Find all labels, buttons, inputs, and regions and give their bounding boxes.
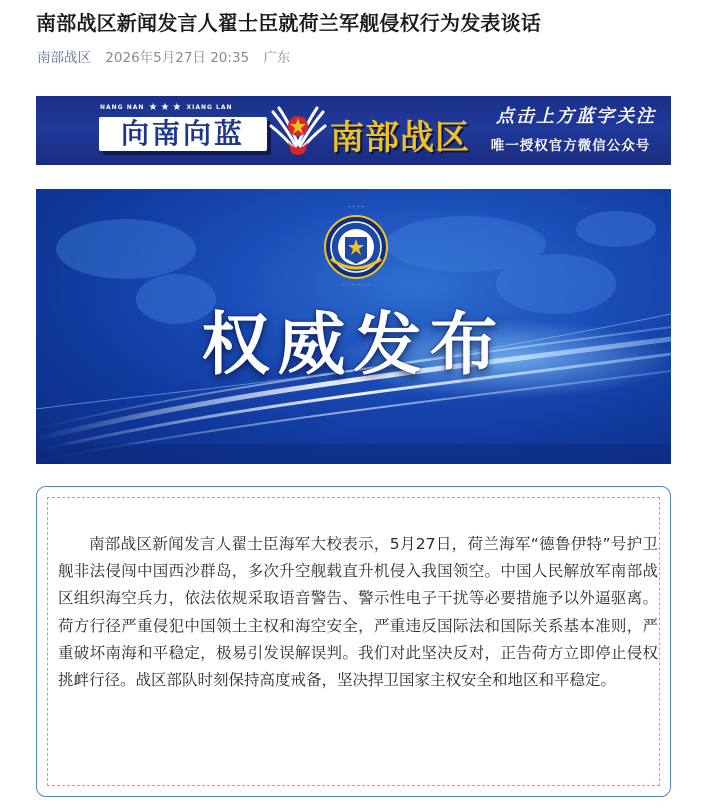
- southern-theater-command-emblem-icon: [321, 201, 391, 287]
- banner-pinyin-left: NANG NAN: [100, 104, 145, 111]
- publish-location: 广东: [263, 50, 291, 66]
- hero-image: [36, 189, 671, 464]
- svg-text:· · · ·: · · · ·: [348, 203, 364, 211]
- star-icon: ★: [148, 102, 159, 113]
- star-icon: ★: [160, 102, 171, 113]
- hero-headline: 权威发布: [201, 305, 506, 385]
- svg-text:· · · · · · · · ·: · · · · · · · · ·: [342, 282, 370, 287]
- banner-slogan: 向南向蓝: [120, 117, 245, 150]
- article-paragraph: 南部战区新闻发言人翟士臣海军大校表示，5月27日，荷兰海军“德鲁伊特”号护卫舰非法侵闯中国西沙群岛，多次升空舰载直升机侵入我国领空。中国人民解放军南部战区组织海空兵力，依法依规采取语音警告、警示性电子干扰等必要措施予以外逼驱离。荷方行径严重侵犯中国领土主权和海空安全，严重违反国际法和国际关系基本准则，严重破坏南海和平稳定，极易引发误解误判。我们对此坚决反对，正告荷方立即停止侵权挑衅行径。战区部队时刻保持高度戒备，坚决捍卫国家主权安全和地区和平稳定。: [58, 535, 658, 690]
- header-banner: [36, 96, 671, 165]
- publish-date: 2026年5月27日 20:35: [105, 50, 250, 66]
- article-meta: [37, 46, 290, 66]
- banner-pinyin-right: XIANG LAN: [186, 104, 233, 111]
- account-name-link[interactable]: 南部战区: [37, 50, 91, 66]
- banner-unit-name: 南部战区: [330, 118, 470, 158]
- banner-pinyin: [100, 102, 233, 113]
- star-icon: ★: [172, 102, 183, 113]
- article-title: 南部战区新闻发言人翟士臣就荷兰军舰侵权行为发表谈话: [36, 11, 541, 35]
- follow-hint: 点击上方蓝字关注: [496, 106, 656, 127]
- theater-command-emblem-icon: [269, 104, 327, 160]
- official-account-label: 唯一授权官方微信公众号: [490, 138, 651, 154]
